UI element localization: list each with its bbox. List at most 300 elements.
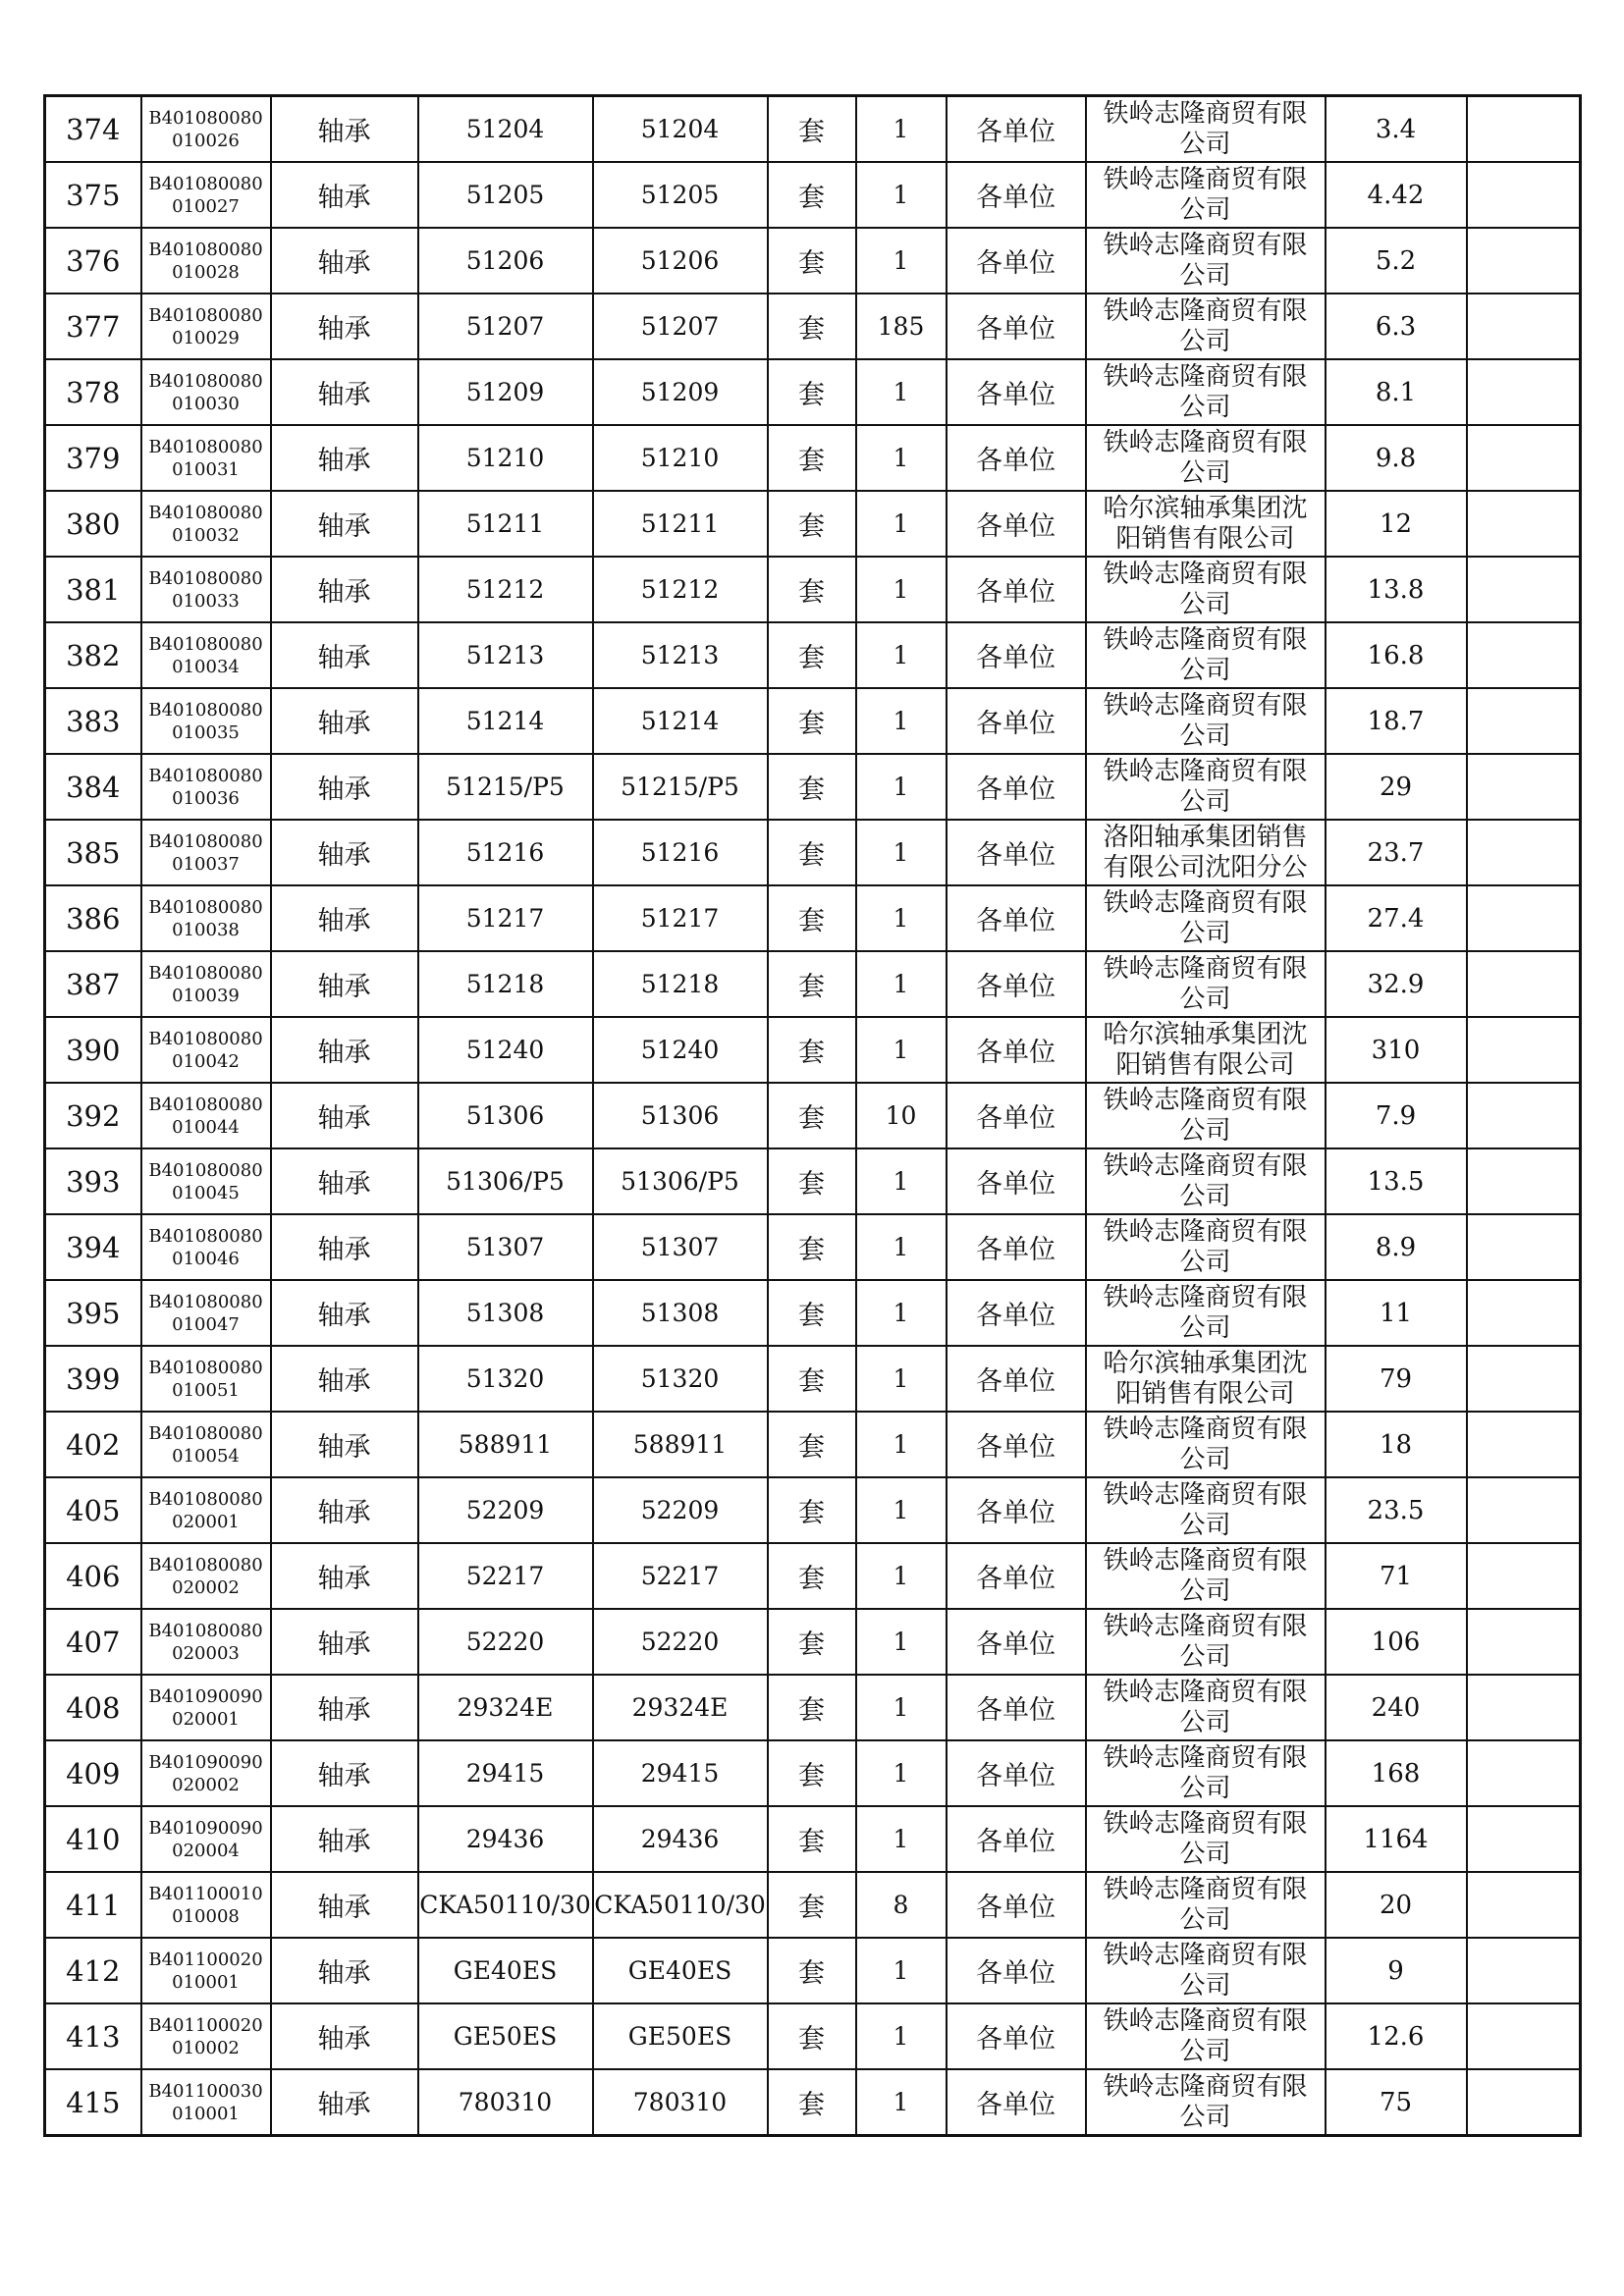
- quantity-cell: 1: [856, 228, 947, 294]
- row-number-cell: 387: [45, 951, 141, 1017]
- material-name-cell: 轴承: [271, 425, 418, 491]
- table-row: [45, 96, 1581, 163]
- remarks-cell: [1467, 1083, 1581, 1148]
- model-cell: 51215/P5: [593, 754, 768, 820]
- material-code-cell: B401080080010031: [141, 425, 271, 491]
- unit-cell: 套: [768, 1938, 856, 2003]
- table-row: [45, 688, 1581, 754]
- supplier-cell: 哈尔滨轴承集团沈阳销售有限公司: [1086, 1017, 1326, 1083]
- price-cell: 106: [1326, 1609, 1467, 1675]
- table-row: [45, 1017, 1581, 1083]
- row-number-cell: 409: [45, 1740, 141, 1806]
- model-cell: 52220: [593, 1609, 768, 1675]
- model-cell: 29436: [593, 1806, 768, 1872]
- price-cell: 9.8: [1326, 425, 1467, 491]
- supplier-cell: 铁岭志隆商贸有限公司: [1086, 688, 1326, 754]
- model-cell: 51212: [593, 557, 768, 622]
- specification-cell: 51211: [418, 491, 593, 557]
- material-name-cell: 轴承: [271, 1872, 418, 1938]
- row-number-cell: 399: [45, 1346, 141, 1412]
- row-number-cell: 377: [45, 294, 141, 359]
- specification-cell: 588911: [418, 1412, 593, 1477]
- price-cell: 5.2: [1326, 228, 1467, 294]
- row-number-cell: 411: [45, 1872, 141, 1938]
- supplier-cell: 铁岭志隆商贸有限公司: [1086, 1872, 1326, 1938]
- department-cell: 各单位: [947, 557, 1086, 622]
- row-number-cell: 402: [45, 1412, 141, 1477]
- specification-cell: GE40ES: [418, 1938, 593, 2003]
- model-cell: 51306/P5: [593, 1148, 768, 1214]
- model-cell: 51207: [593, 294, 768, 359]
- table-row: [45, 1543, 1581, 1609]
- table-row: [45, 1148, 1581, 1214]
- specification-cell: 29415: [418, 1740, 593, 1806]
- quantity-cell: 1: [856, 820, 947, 885]
- model-cell: CKA50110/30: [593, 1872, 768, 1938]
- material-code-cell: B401080080010026: [141, 96, 271, 163]
- quantity-cell: 1: [856, 951, 947, 1017]
- supplier-cell: 铁岭志隆商贸有限公司: [1086, 294, 1326, 359]
- quantity-cell: 1: [856, 754, 947, 820]
- specification-cell: GE50ES: [418, 2003, 593, 2069]
- quantity-cell: 1: [856, 1148, 947, 1214]
- material-name-cell: 轴承: [271, 162, 418, 228]
- table-row: [45, 294, 1581, 359]
- supplier-cell: 铁岭志隆商贸有限公司: [1086, 96, 1326, 163]
- quantity-cell: 1: [856, 1346, 947, 1412]
- quantity-cell: 1: [856, 557, 947, 622]
- department-cell: 各单位: [947, 1017, 1086, 1083]
- quantity-cell: 1: [856, 162, 947, 228]
- quantity-cell: 185: [856, 294, 947, 359]
- department-cell: 各单位: [947, 1938, 1086, 2003]
- remarks-cell: [1467, 2003, 1581, 2069]
- table-row: [45, 622, 1581, 688]
- material-name-cell: 轴承: [271, 754, 418, 820]
- material-code-cell: B401080080010044: [141, 1083, 271, 1148]
- remarks-cell: [1467, 622, 1581, 688]
- material-code-cell: B401090090020001: [141, 1675, 271, 1740]
- supplier-cell: 铁岭志隆商贸有限公司: [1086, 2003, 1326, 2069]
- model-cell: 588911: [593, 1412, 768, 1477]
- quantity-cell: 1: [856, 1214, 947, 1280]
- specification-cell: 29436: [418, 1806, 593, 1872]
- model-cell: GE40ES: [593, 1938, 768, 2003]
- table-body: [45, 96, 1581, 2136]
- quantity-cell: 1: [856, 622, 947, 688]
- department-cell: 各单位: [947, 1477, 1086, 1543]
- model-cell: 51240: [593, 1017, 768, 1083]
- row-number-cell: 392: [45, 1083, 141, 1148]
- price-cell: 11: [1326, 1280, 1467, 1346]
- price-cell: 12.6: [1326, 2003, 1467, 2069]
- table-row: [45, 1477, 1581, 1543]
- supplier-cell: 铁岭志隆商贸有限公司: [1086, 1148, 1326, 1214]
- remarks-cell: [1467, 359, 1581, 425]
- unit-cell: 套: [768, 557, 856, 622]
- quantity-cell: 1: [856, 1938, 947, 2003]
- specification-cell: 51320: [418, 1346, 593, 1412]
- row-number-cell: 385: [45, 820, 141, 885]
- model-cell: 51211: [593, 491, 768, 557]
- row-number-cell: 407: [45, 1609, 141, 1675]
- remarks-cell: [1467, 688, 1581, 754]
- quantity-cell: 1: [856, 688, 947, 754]
- material-code-cell: B401080080010030: [141, 359, 271, 425]
- unit-cell: 套: [768, 2069, 856, 2136]
- remarks-cell: [1467, 1280, 1581, 1346]
- quantity-cell: 1: [856, 1280, 947, 1346]
- unit-cell: 套: [768, 1675, 856, 1740]
- unit-cell: 套: [768, 1806, 856, 1872]
- model-cell: 51307: [593, 1214, 768, 1280]
- row-number-cell: 375: [45, 162, 141, 228]
- remarks-cell: [1467, 951, 1581, 1017]
- material-code-cell: B401100020010001: [141, 1938, 271, 2003]
- remarks-cell: [1467, 1872, 1581, 1938]
- specification-cell: 51210: [418, 425, 593, 491]
- table-row: [45, 820, 1581, 885]
- unit-cell: 套: [768, 1280, 856, 1346]
- material-name-cell: 轴承: [271, 1214, 418, 1280]
- quantity-cell: 1: [856, 359, 947, 425]
- price-cell: 168: [1326, 1740, 1467, 1806]
- model-cell: 52217: [593, 1543, 768, 1609]
- table-row: [45, 1872, 1581, 1938]
- quantity-cell: 1: [856, 1806, 947, 1872]
- material-name-cell: 轴承: [271, 96, 418, 163]
- supplier-cell: 铁岭志隆商贸有限公司: [1086, 1806, 1326, 1872]
- table-row: [45, 1938, 1581, 2003]
- material-name-cell: 轴承: [271, 2003, 418, 2069]
- specification-cell: 51216: [418, 820, 593, 885]
- supplier-cell: 洛阳轴承集团销售有限公司沈阳分公: [1086, 820, 1326, 885]
- department-cell: 各单位: [947, 951, 1086, 1017]
- supplier-cell: 铁岭志隆商贸有限公司: [1086, 1543, 1326, 1609]
- model-cell: 29415: [593, 1740, 768, 1806]
- material-name-cell: 轴承: [271, 1412, 418, 1477]
- specification-cell: 51306/P5: [418, 1148, 593, 1214]
- remarks-cell: [1467, 1214, 1581, 1280]
- model-cell: 51218: [593, 951, 768, 1017]
- unit-cell: 套: [768, 622, 856, 688]
- supplier-cell: 铁岭志隆商贸有限公司: [1086, 359, 1326, 425]
- material-code-cell: B401100010010008: [141, 1872, 271, 1938]
- specification-cell: 51214: [418, 688, 593, 754]
- supplier-cell: 铁岭志隆商贸有限公司: [1086, 557, 1326, 622]
- row-number-cell: 383: [45, 688, 141, 754]
- specification-cell: 51308: [418, 1280, 593, 1346]
- material-name-cell: 轴承: [271, 359, 418, 425]
- department-cell: 各单位: [947, 96, 1086, 163]
- material-code-cell: B401080080010028: [141, 228, 271, 294]
- material-name-cell: 轴承: [271, 1938, 418, 2003]
- row-number-cell: 384: [45, 754, 141, 820]
- quantity-cell: 1: [856, 1017, 947, 1083]
- supplier-cell: 哈尔滨轴承集团沈阳销售有限公司: [1086, 1346, 1326, 1412]
- department-cell: 各单位: [947, 820, 1086, 885]
- specification-cell: 51306: [418, 1083, 593, 1148]
- specification-cell: CKA50110/30: [418, 1872, 593, 1938]
- remarks-cell: [1467, 1148, 1581, 1214]
- price-cell: 16.8: [1326, 622, 1467, 688]
- table-row: [45, 1609, 1581, 1675]
- table-row: [45, 1346, 1581, 1412]
- remarks-cell: [1467, 96, 1581, 163]
- material-code-cell: B401080080010036: [141, 754, 271, 820]
- price-cell: 1164: [1326, 1806, 1467, 1872]
- table-row: [45, 1083, 1581, 1148]
- supplier-cell: 铁岭志隆商贸有限公司: [1086, 1609, 1326, 1675]
- material-name-cell: 轴承: [271, 1083, 418, 1148]
- department-cell: 各单位: [947, 688, 1086, 754]
- specification-cell: 51217: [418, 885, 593, 951]
- row-number-cell: 393: [45, 1148, 141, 1214]
- model-cell: 51320: [593, 1346, 768, 1412]
- model-cell: 51214: [593, 688, 768, 754]
- row-number-cell: 382: [45, 622, 141, 688]
- unit-cell: 套: [768, 359, 856, 425]
- department-cell: 各单位: [947, 1412, 1086, 1477]
- material-name-cell: 轴承: [271, 491, 418, 557]
- specification-cell: 51204: [418, 96, 593, 163]
- table-row: [45, 754, 1581, 820]
- specification-cell: 52220: [418, 1609, 593, 1675]
- price-cell: 13.8: [1326, 557, 1467, 622]
- model-cell: 52209: [593, 1477, 768, 1543]
- quantity-cell: 1: [856, 491, 947, 557]
- unit-cell: 套: [768, 425, 856, 491]
- specification-cell: 51206: [418, 228, 593, 294]
- material-name-cell: 轴承: [271, 1675, 418, 1740]
- unit-cell: 套: [768, 1543, 856, 1609]
- table-row: [45, 1214, 1581, 1280]
- material-code-cell: B401090090020002: [141, 1740, 271, 1806]
- supplier-cell: 铁岭志隆商贸有限公司: [1086, 425, 1326, 491]
- table-row: [45, 2003, 1581, 2069]
- table-row: [45, 425, 1581, 491]
- model-cell: 51213: [593, 622, 768, 688]
- remarks-cell: [1467, 1806, 1581, 1872]
- material-code-cell: B401100020010002: [141, 2003, 271, 2069]
- department-cell: 各单位: [947, 2003, 1086, 2069]
- row-number-cell: 386: [45, 885, 141, 951]
- department-cell: 各单位: [947, 1806, 1086, 1872]
- model-cell: 51205: [593, 162, 768, 228]
- table-row: [45, 1412, 1581, 1477]
- quantity-cell: 1: [856, 425, 947, 491]
- specification-cell: 51212: [418, 557, 593, 622]
- unit-cell: 套: [768, 1017, 856, 1083]
- row-number-cell: 412: [45, 1938, 141, 2003]
- model-cell: 51204: [593, 96, 768, 163]
- department-cell: 各单位: [947, 1740, 1086, 1806]
- specification-cell: 51307: [418, 1214, 593, 1280]
- supplier-cell: 铁岭志隆商贸有限公司: [1086, 885, 1326, 951]
- price-cell: 18: [1326, 1412, 1467, 1477]
- price-cell: 20: [1326, 1872, 1467, 1938]
- row-number-cell: 408: [45, 1675, 141, 1740]
- remarks-cell: [1467, 228, 1581, 294]
- quantity-cell: 1: [856, 2069, 947, 2136]
- material-name-cell: 轴承: [271, 228, 418, 294]
- department-cell: 各单位: [947, 885, 1086, 951]
- table-row: [45, 951, 1581, 1017]
- department-cell: 各单位: [947, 1543, 1086, 1609]
- model-cell: 51209: [593, 359, 768, 425]
- row-number-cell: 381: [45, 557, 141, 622]
- specification-cell: 52217: [418, 1543, 593, 1609]
- price-list-table: [43, 94, 1582, 2137]
- material-name-cell: 轴承: [271, 1017, 418, 1083]
- supplier-cell: 铁岭志隆商贸有限公司: [1086, 2069, 1326, 2136]
- unit-cell: 套: [768, 294, 856, 359]
- specification-cell: 51213: [418, 622, 593, 688]
- department-cell: 各单位: [947, 294, 1086, 359]
- department-cell: 各单位: [947, 1083, 1086, 1148]
- department-cell: 各单位: [947, 162, 1086, 228]
- material-code-cell: B401080080010054: [141, 1412, 271, 1477]
- material-name-cell: 轴承: [271, 2069, 418, 2136]
- material-code-cell: B401080080010034: [141, 622, 271, 688]
- material-code-cell: B401080080020003: [141, 1609, 271, 1675]
- unit-cell: 套: [768, 1148, 856, 1214]
- specification-cell: 29324E: [418, 1675, 593, 1740]
- supplier-cell: 铁岭志隆商贸有限公司: [1086, 1214, 1326, 1280]
- supplier-cell: 铁岭志隆商贸有限公司: [1086, 1083, 1326, 1148]
- table-row: [45, 1675, 1581, 1740]
- model-cell: 51306: [593, 1083, 768, 1148]
- unit-cell: 套: [768, 885, 856, 951]
- material-code-cell: B401080080020001: [141, 1477, 271, 1543]
- table-row: [45, 228, 1581, 294]
- row-number-cell: 380: [45, 491, 141, 557]
- quantity-cell: 1: [856, 1675, 947, 1740]
- table-row: [45, 359, 1581, 425]
- department-cell: 各单位: [947, 1148, 1086, 1214]
- material-code-cell: B401080080020002: [141, 1543, 271, 1609]
- unit-cell: 套: [768, 491, 856, 557]
- unit-cell: 套: [768, 1412, 856, 1477]
- material-code-cell: B401100030010001: [141, 2069, 271, 2136]
- price-cell: 79: [1326, 1346, 1467, 1412]
- price-cell: 9: [1326, 1938, 1467, 2003]
- material-name-cell: 轴承: [271, 294, 418, 359]
- supplier-cell: 哈尔滨轴承集团沈阳销售有限公司: [1086, 491, 1326, 557]
- material-name-cell: 轴承: [271, 688, 418, 754]
- remarks-cell: [1467, 1938, 1581, 2003]
- unit-cell: 套: [768, 96, 856, 163]
- material-code-cell: B401080080010039: [141, 951, 271, 1017]
- table-row: [45, 557, 1581, 622]
- unit-cell: 套: [768, 1214, 856, 1280]
- remarks-cell: [1467, 162, 1581, 228]
- remarks-cell: [1467, 1346, 1581, 1412]
- material-code-cell: B401080080010033: [141, 557, 271, 622]
- row-number-cell: 413: [45, 2003, 141, 2069]
- department-cell: 各单位: [947, 1280, 1086, 1346]
- model-cell: 780310: [593, 2069, 768, 2136]
- department-cell: 各单位: [947, 1346, 1086, 1412]
- remarks-cell: [1467, 754, 1581, 820]
- unit-cell: 套: [768, 1609, 856, 1675]
- material-code-cell: B401080080010029: [141, 294, 271, 359]
- row-number-cell: 394: [45, 1214, 141, 1280]
- quantity-cell: 1: [856, 1740, 947, 1806]
- material-name-cell: 轴承: [271, 820, 418, 885]
- department-cell: 各单位: [947, 491, 1086, 557]
- material-code-cell: B401080080010035: [141, 688, 271, 754]
- department-cell: 各单位: [947, 2069, 1086, 2136]
- row-number-cell: 376: [45, 228, 141, 294]
- price-cell: 6.3: [1326, 294, 1467, 359]
- remarks-cell: [1467, 1477, 1581, 1543]
- material-name-cell: 轴承: [271, 1806, 418, 1872]
- remarks-cell: [1467, 294, 1581, 359]
- quantity-cell: 1: [856, 96, 947, 163]
- unit-cell: 套: [768, 1346, 856, 1412]
- remarks-cell: [1467, 1675, 1581, 1740]
- department-cell: 各单位: [947, 425, 1086, 491]
- unit-cell: 套: [768, 951, 856, 1017]
- specification-cell: 780310: [418, 2069, 593, 2136]
- quantity-cell: 1: [856, 1477, 947, 1543]
- remarks-cell: [1467, 1609, 1581, 1675]
- supplier-cell: 铁岭志隆商贸有限公司: [1086, 1477, 1326, 1543]
- material-name-cell: 轴承: [271, 622, 418, 688]
- department-cell: 各单位: [947, 228, 1086, 294]
- supplier-cell: 铁岭志隆商贸有限公司: [1086, 1675, 1326, 1740]
- specification-cell: 51215/P5: [418, 754, 593, 820]
- unit-cell: 套: [768, 1083, 856, 1148]
- price-cell: 18.7: [1326, 688, 1467, 754]
- material-code-cell: B401080080010047: [141, 1280, 271, 1346]
- table-row: [45, 1806, 1581, 1872]
- remarks-cell: [1467, 885, 1581, 951]
- supplier-cell: 铁岭志隆商贸有限公司: [1086, 228, 1326, 294]
- department-cell: 各单位: [947, 1675, 1086, 1740]
- material-name-cell: 轴承: [271, 1280, 418, 1346]
- material-code-cell: B401080080010045: [141, 1148, 271, 1214]
- model-cell: 51210: [593, 425, 768, 491]
- supplier-cell: 铁岭志隆商贸有限公司: [1086, 1740, 1326, 1806]
- specification-cell: 51205: [418, 162, 593, 228]
- specification-cell: 52209: [418, 1477, 593, 1543]
- remarks-cell: [1467, 557, 1581, 622]
- price-cell: 240: [1326, 1675, 1467, 1740]
- price-cell: 27.4: [1326, 885, 1467, 951]
- material-code-cell: B401080080010032: [141, 491, 271, 557]
- remarks-cell: [1467, 1017, 1581, 1083]
- department-cell: 各单位: [947, 1214, 1086, 1280]
- material-name-cell: 轴承: [271, 1543, 418, 1609]
- remarks-cell: [1467, 425, 1581, 491]
- price-cell: 71: [1326, 1543, 1467, 1609]
- unit-cell: 套: [768, 754, 856, 820]
- material-name-cell: 轴承: [271, 1346, 418, 1412]
- material-code-cell: B401080080010042: [141, 1017, 271, 1083]
- material-name-cell: 轴承: [271, 1477, 418, 1543]
- supplier-cell: 铁岭志隆商贸有限公司: [1086, 162, 1326, 228]
- remarks-cell: [1467, 2069, 1581, 2136]
- remarks-cell: [1467, 1740, 1581, 1806]
- unit-cell: 套: [768, 688, 856, 754]
- price-cell: 7.9: [1326, 1083, 1467, 1148]
- supplier-cell: 铁岭志隆商贸有限公司: [1086, 1280, 1326, 1346]
- quantity-cell: 1: [856, 1543, 947, 1609]
- specification-cell: 51240: [418, 1017, 593, 1083]
- row-number-cell: 410: [45, 1806, 141, 1872]
